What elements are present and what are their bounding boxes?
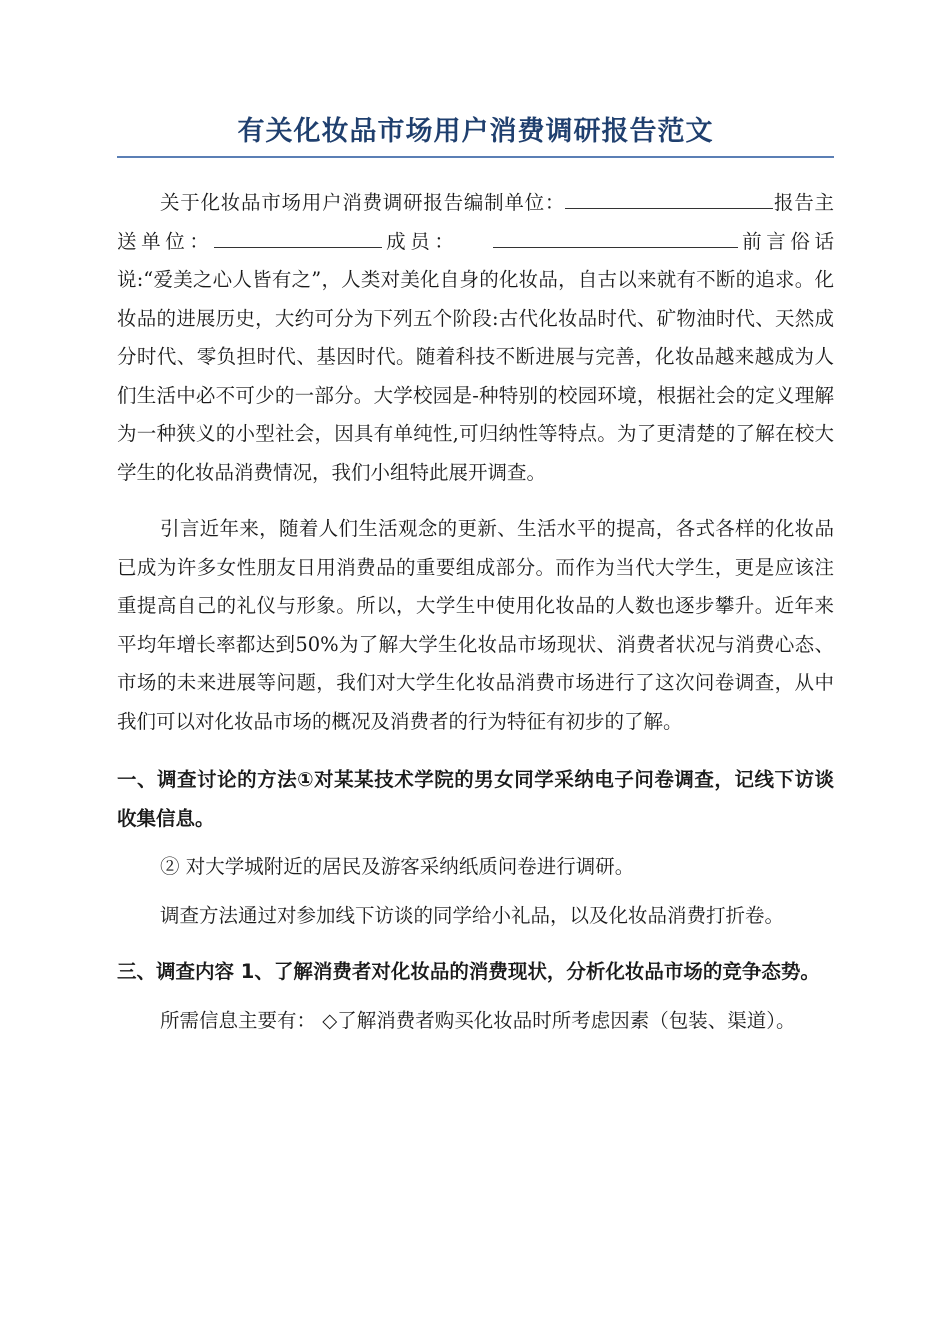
intro-text-send: 报告主送单位： <box>117 191 834 253</box>
blank-line-member <box>493 227 738 248</box>
intro-text-unit: 关于化妆品市场用户消费调研报告编制单位： <box>160 191 566 214</box>
blank-line-unit <box>565 188 773 209</box>
document-title: 有关化妆品市场用户消费调研报告范文 <box>117 110 834 158</box>
info-needed-paragraph: 所需信息主要有： ◇了解消费者购买化妆品时所考虑因素（包装、渠道）。 <box>160 1008 796 1032</box>
document-page <box>117 110 834 1040</box>
intro-text-member: 成员： <box>381 229 459 253</box>
method-item-2: ② 对大学城附近的居民及游客采纳纸质问卷进行调研。 <box>160 855 635 878</box>
blank-line-send <box>214 227 382 248</box>
section-heading-methods: 一、调查讨论的方法①对某某技术学院的男女同学采纳电子问卷调查，记线下访谈收集信息。 <box>117 768 834 830</box>
section-heading-content: 三、调查内容 1、了解消费者对化妆品的消费现状，分析化妆品市场的竞争态势。 <box>117 960 820 983</box>
intro-text-preface: 前言俗话说:“爱美之心人皆有之”，人类对美化自身的化妆品，自古以来就有不断的追求。化妆品的进展历史，大约可分为下列五个阶段:古代化妆品时代、矿物油时代、天然成分时代、零负担时代、基因时代。随着科技不断进展与完善，化妆品越来越成为人们生活中必不可少的一部分。大学校园是-种特别的校园环境，根据社会的定义理解为一种狭义的小型社会，因具有单纯性,可归纳性等特点。为了更清楚的了解在校大学生的化妆品消费情况，我们小组特此展开调查。 <box>117 229 834 484</box>
intro-paragraph <box>117 184 834 492</box>
method-paragraph: 调查方法通过对参加线下访谈的同学给小礼品，以及化妆品消费打折卷。 <box>160 903 785 927</box>
foreword-paragraph: 引言近年来，随着人们生活观念的更新、生活水平的提高，各式各样的化妆品已成为许多女性朋友日用消费品的重要组成部分。而作为当代大学生，更是应该注重提高自己的礼仪与形象。所以，大学生中使用化妆品的人数也逐步攀升。近年来平均年增长率都达到50%为了解大学生化妆品市场现状、消费者状况与消费心态、市场的未来进展等问题，我们对大学生化妆品消费市场进行了这次问卷调查，从中我们可以对化妆品市场的概况及消费者的行为特征有初步的了解。 <box>117 517 834 733</box>
